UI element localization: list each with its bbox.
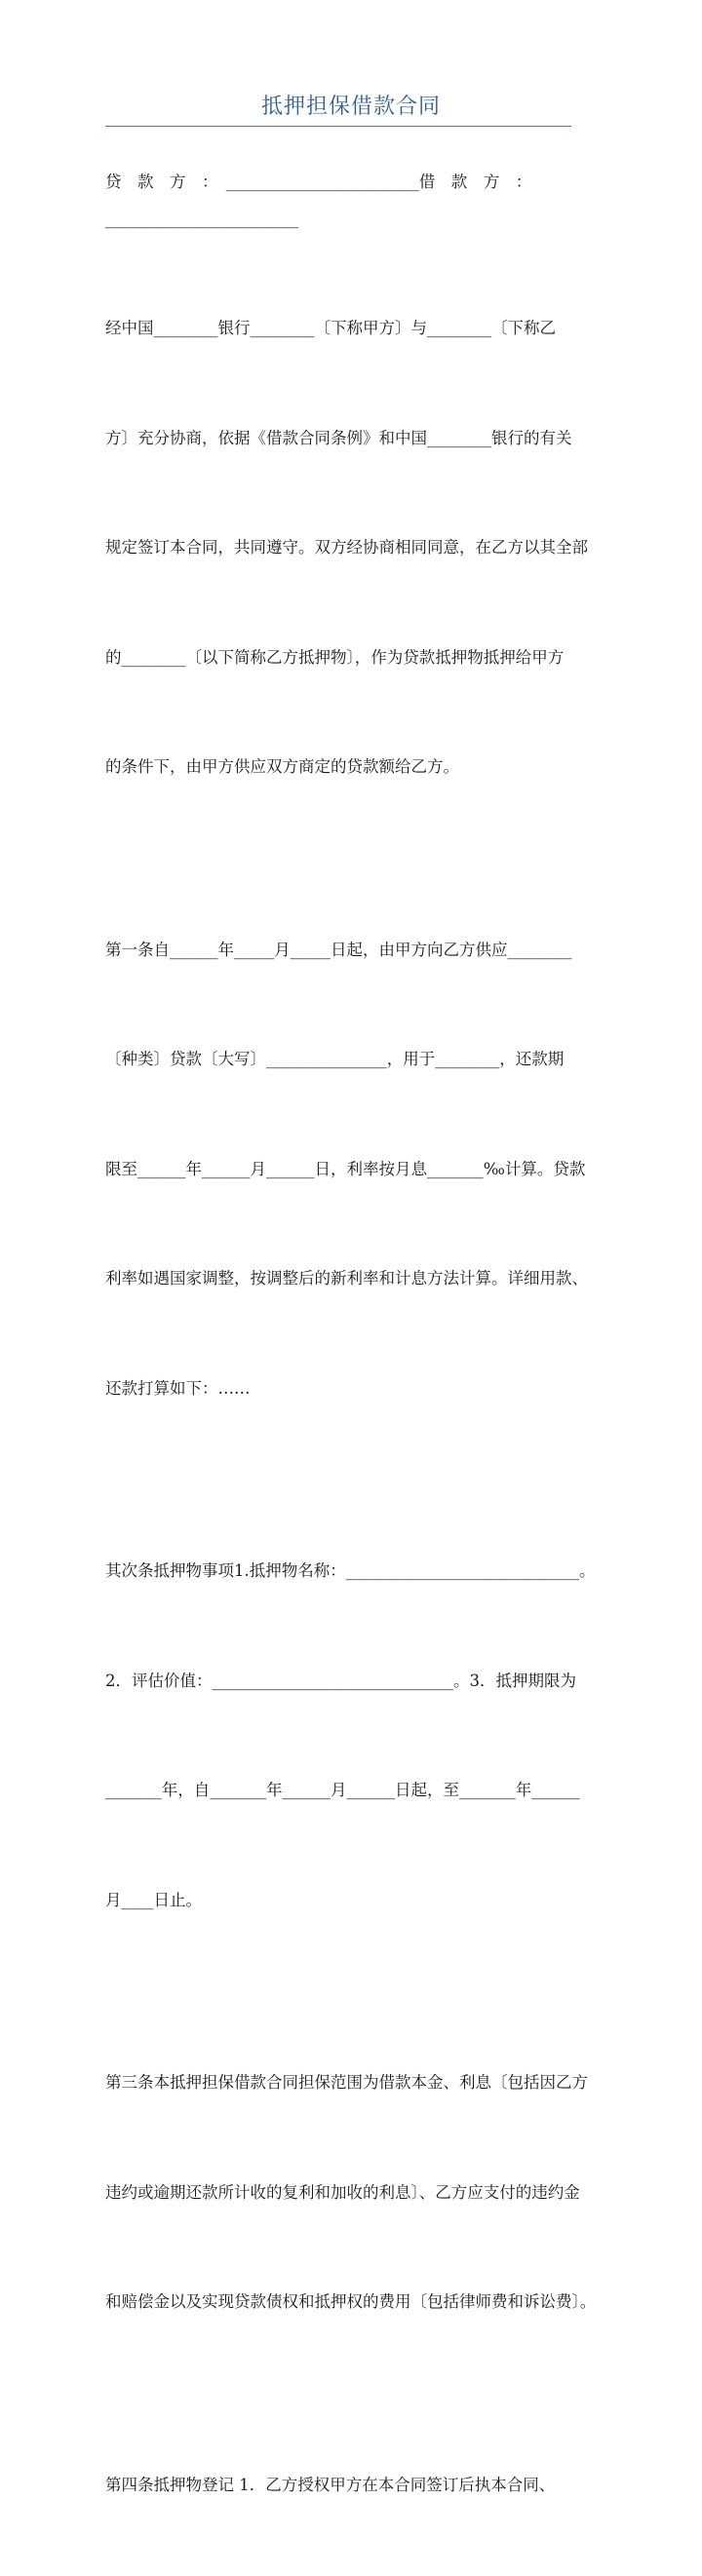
paragraph-line: 和赔偿金以及实现贷款债权和抵押权的费用〔包括律师费和诉讼费〕。 xyxy=(105,2284,599,2321)
paragraph-line: 月____日止。 xyxy=(105,1882,599,1919)
paragraph-line: 限至______年______月______日，利率按月息_______‰计算。贷款 xyxy=(105,1151,599,1188)
paragraph-line: 其次条抵押物事项1.抵押物名称：_____________________________。 xyxy=(105,1553,599,1590)
paragraph-line: 的________〔以下简称乙方抵押物〕，作为贷款抵押物抵押给甲方 xyxy=(105,639,599,676)
document-page xyxy=(0,0,702,992)
parties-line-1: 贷 款 方 ： ________________________借 款 方 ： xyxy=(105,164,599,201)
paragraph-line: 第四条抵押物登记 1．乙方授权甲方在本合同签订后执本合同、 xyxy=(105,2467,599,2504)
paragraph-line: 〔种类〕贷款〔大写〕_______________，用于________，还款期 xyxy=(105,1041,599,1078)
paragraph-line: 利率如遇国家调整，按调整后的新利率和计息方法计算。详细用款、 xyxy=(105,1260,599,1297)
paragraph-line: 方〕充分协商，依据《借款合同条例》和中国________银行的有关 xyxy=(105,420,599,457)
paragraph-article-1 xyxy=(105,859,599,1480)
parties-line-2: ________________________ xyxy=(105,201,599,238)
paragraph-line: 还款打算如下：…… xyxy=(105,1370,599,1407)
document-body xyxy=(105,164,599,2576)
paragraph-article-4 xyxy=(105,2394,599,2576)
paragraph-line: 的条件下，由甲方供应双方商定的贷款额给乙方。 xyxy=(105,749,599,786)
title-underline xyxy=(105,126,571,127)
paragraph-line: 第三条本抵押担保借款合同担保范围为借款本金、利息〔包括因乙方 xyxy=(105,2064,599,2101)
paragraph-article-3 xyxy=(105,1991,599,2394)
paragraph-line: 违约或逾期还款所计收的复利和加收的利息〕、乙方应支付的违约金 xyxy=(105,2174,599,2211)
paragraph-line: 经中国________银行________〔下称甲方〕与________〔下称乙 xyxy=(105,310,599,347)
paragraph-line: 第一条自______年_____月_____日起，由甲方向乙方供应________ xyxy=(105,932,599,969)
paragraph-line: 规定签订本合同，共同遵守。双方经协商相同同意，在乙方以其全部 xyxy=(105,529,599,566)
paragraph-line: 2．评估价值：______________________________。3．抵押期限为 xyxy=(105,1663,599,1700)
paragraph-line: _______年，自_______年______月______日起，至_______年______ xyxy=(105,1772,599,1809)
document-title: 抵押担保借款合同 xyxy=(0,90,702,120)
paragraph-preamble xyxy=(105,237,599,859)
paragraph-article-2 xyxy=(105,1480,599,1991)
